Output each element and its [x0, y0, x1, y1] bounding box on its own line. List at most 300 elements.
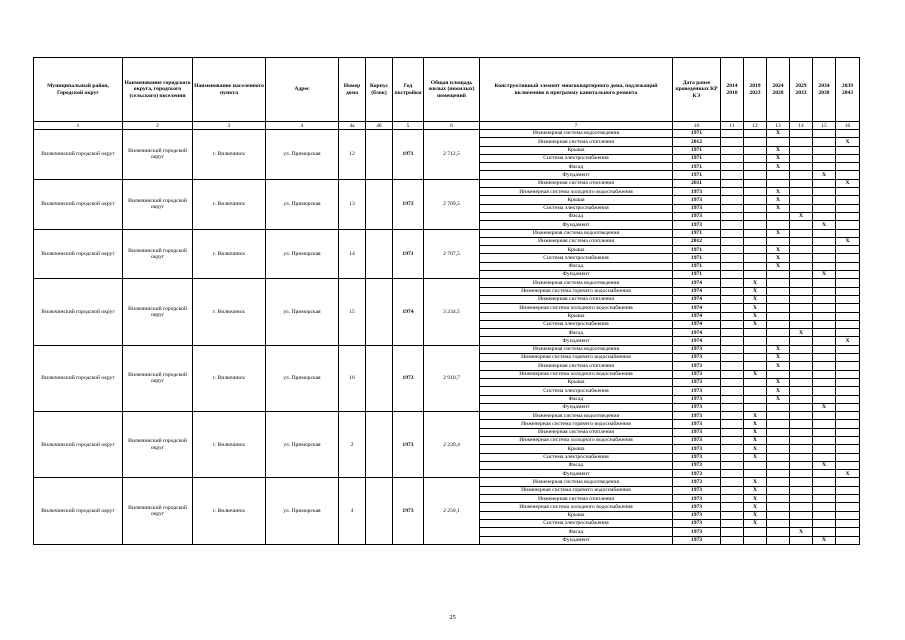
- locality-cell: г. Вилючинск: [193, 179, 266, 229]
- period-cell: [836, 354, 860, 362]
- period-cell: [721, 163, 744, 171]
- header-cell: Корпус (блок): [366, 58, 393, 122]
- prior-repair-date-cell: 1973: [673, 470, 721, 478]
- period-cell: [721, 412, 744, 420]
- column-number: 4б: [366, 122, 393, 130]
- prior-repair-date-cell: 1973: [673, 345, 721, 353]
- element-cell: Инженерная система горячего водоснабжения: [480, 287, 673, 295]
- period-mark: X: [813, 536, 836, 544]
- column-number: 10: [673, 122, 721, 130]
- period-mark: X: [744, 495, 767, 503]
- settlement-cell: Вилючинский городской округ: [123, 229, 193, 279]
- period-cell: [813, 320, 836, 328]
- element-cell: Фундамент: [480, 536, 673, 544]
- prior-repair-date-cell: 1971: [673, 246, 721, 254]
- period-cell: [767, 271, 790, 279]
- element-cell: Инженерная система отопления: [480, 237, 673, 245]
- prior-repair-date-cell: 1973: [673, 188, 721, 196]
- prior-repair-date-cell: 1973: [673, 503, 721, 511]
- prior-repair-date-cell: 1974: [673, 279, 721, 287]
- period-cell: [721, 519, 744, 527]
- period-cell: [721, 188, 744, 196]
- period-mark: X: [744, 420, 767, 428]
- house-number-cell: 12: [339, 130, 366, 180]
- period-cell: [813, 445, 836, 453]
- element-cell: Инженерная система холодного водоснабжения: [480, 304, 673, 312]
- period-cell: [836, 478, 860, 486]
- period-cell: [721, 130, 744, 138]
- period-cell: [813, 304, 836, 312]
- house-group: [34, 412, 860, 478]
- period-cell: [721, 146, 744, 154]
- element-cell: Фундамент: [480, 403, 673, 411]
- period-cell: [813, 179, 836, 187]
- prior-repair-date-cell: 1971: [673, 146, 721, 154]
- period-cell: [767, 445, 790, 453]
- prior-repair-date-cell: 1973: [673, 403, 721, 411]
- period-mark: X: [744, 445, 767, 453]
- prior-repair-date-cell: 2012: [673, 138, 721, 146]
- period-mark: X: [767, 204, 790, 212]
- period-cell: [744, 362, 767, 370]
- period-cell: [836, 378, 860, 386]
- period-cell: [813, 436, 836, 444]
- column-number: 2: [123, 122, 193, 130]
- district-cell: Вилючинский городской округ: [34, 130, 123, 180]
- prior-repair-date-cell: 1973: [673, 478, 721, 486]
- prior-repair-date-cell: 1974: [673, 337, 721, 345]
- element-cell: Инженерная система холодного водоснабжения: [480, 436, 673, 444]
- period-cell: [813, 519, 836, 527]
- area-cell: 2 707,5: [424, 229, 480, 279]
- period-cell: [836, 154, 860, 162]
- period-cell: [721, 528, 744, 536]
- street-cell: ул. Приморская: [266, 478, 339, 544]
- prior-repair-date-cell: 1973: [673, 436, 721, 444]
- period-cell: [836, 536, 860, 544]
- prior-repair-date-cell: 1973: [673, 486, 721, 494]
- period-cell: [836, 519, 860, 527]
- period-cell: [836, 320, 860, 328]
- period-cell: [813, 495, 836, 503]
- element-cell: Фундамент: [480, 221, 673, 229]
- period-cell: [790, 378, 813, 386]
- period-cell: [721, 503, 744, 511]
- period-cell: [744, 212, 767, 220]
- period-cell: [721, 262, 744, 270]
- document-sheet: [33, 57, 859, 545]
- element-cell: Фасад: [480, 163, 673, 171]
- column-number: 15: [813, 122, 836, 130]
- element-cell: Инженерная система горячего водоснабжения: [480, 420, 673, 428]
- settlement-cell: Вилючинский городской округ: [123, 478, 193, 544]
- element-cell: Инженерная система холодного водоснабжения: [480, 503, 673, 511]
- column-number: 7: [480, 122, 673, 130]
- period-cell: [744, 378, 767, 386]
- period-cell: [836, 461, 860, 469]
- period-cell: [721, 403, 744, 411]
- period-mark: X: [767, 387, 790, 395]
- period-cell: [836, 196, 860, 204]
- district-cell: Вилючинский городской округ: [34, 279, 123, 345]
- period-cell: [790, 204, 813, 212]
- period-mark: X: [790, 212, 813, 220]
- period-cell: [790, 536, 813, 544]
- area-cell: 3 234,5: [424, 279, 480, 345]
- korpus-cell: [366, 229, 393, 279]
- period-mark: X: [836, 470, 860, 478]
- period-cell: [790, 295, 813, 303]
- street-cell: ул. Приморская: [266, 279, 339, 345]
- element-cell: Система электроснабжения: [480, 254, 673, 262]
- element-cell: Инженерная система отопления: [480, 138, 673, 146]
- period-mark: X: [744, 478, 767, 486]
- period-mark: X: [767, 154, 790, 162]
- prior-repair-date-cell: 1971: [673, 171, 721, 179]
- prior-repair-date-cell: 1973: [673, 378, 721, 386]
- prior-repair-date-cell: 1974: [673, 312, 721, 320]
- build-year-cell: 1974: [393, 279, 424, 345]
- period-cell: [813, 395, 836, 403]
- header-cell: Год постройки: [393, 58, 424, 122]
- period-cell: [767, 212, 790, 220]
- period-cell: [813, 478, 836, 486]
- table-row: [34, 179, 860, 187]
- header-cell: Конструктивный элемент многоквартирного дома, подлежащий включению в программу капитального ремонта: [480, 58, 673, 122]
- build-year-cell: 1973: [393, 345, 424, 411]
- prior-repair-date-cell: 1973: [673, 495, 721, 503]
- period-cell: [721, 154, 744, 162]
- period-cell: [790, 163, 813, 171]
- period-cell: [836, 279, 860, 287]
- prior-repair-date-cell: 1973: [673, 412, 721, 420]
- period-cell: [813, 511, 836, 519]
- period-cell: [836, 262, 860, 270]
- period-cell: [721, 486, 744, 494]
- header-cell: 2014 2018: [721, 58, 744, 122]
- period-cell: [767, 403, 790, 411]
- prior-repair-date-cell: 1973: [673, 511, 721, 519]
- period-cell: [744, 536, 767, 544]
- period-mark: X: [813, 461, 836, 469]
- header-cell: 2029 2033: [790, 58, 813, 122]
- column-number: 14: [790, 122, 813, 130]
- period-mark: X: [744, 486, 767, 494]
- period-cell: [721, 312, 744, 320]
- period-cell: [744, 138, 767, 146]
- period-cell: [790, 229, 813, 237]
- header-cell: 2024 2028: [767, 58, 790, 122]
- period-cell: [721, 436, 744, 444]
- period-cell: [744, 196, 767, 204]
- period-mark: X: [836, 138, 860, 146]
- period-cell: [790, 304, 813, 312]
- period-cell: [721, 179, 744, 187]
- period-cell: [836, 503, 860, 511]
- build-year-cell: 1973: [393, 179, 424, 229]
- period-cell: [721, 229, 744, 237]
- period-cell: [836, 271, 860, 279]
- element-cell: Инженерная система водоотведения: [480, 412, 673, 420]
- column-number: 6: [424, 122, 480, 130]
- element-cell: Инженерная система отопления: [480, 179, 673, 187]
- district-cell: Вилючинский городской округ: [34, 229, 123, 279]
- period-cell: [790, 412, 813, 420]
- prior-repair-date-cell: 1973: [673, 519, 721, 527]
- period-cell: [790, 279, 813, 287]
- period-mark: X: [744, 453, 767, 461]
- period-cell: [721, 354, 744, 362]
- period-cell: [744, 237, 767, 245]
- element-cell: Инженерная система горячего водоснабжения: [480, 486, 673, 494]
- period-cell: [813, 163, 836, 171]
- period-cell: [721, 511, 744, 519]
- prior-repair-date-cell: 1974: [673, 320, 721, 328]
- period-cell: [721, 378, 744, 386]
- period-cell: [767, 461, 790, 469]
- table-row: [34, 412, 860, 420]
- period-cell: [790, 470, 813, 478]
- locality-cell: г. Вилючинск: [193, 229, 266, 279]
- period-cell: [721, 138, 744, 146]
- period-cell: [836, 395, 860, 403]
- period-cell: [836, 486, 860, 494]
- period-mark: X: [767, 345, 790, 353]
- period-cell: [836, 511, 860, 519]
- period-cell: [721, 304, 744, 312]
- period-mark: X: [767, 254, 790, 262]
- prior-repair-date-cell: 1973: [673, 212, 721, 220]
- period-cell: [767, 436, 790, 444]
- period-cell: [836, 221, 860, 229]
- build-year-cell: 1973: [393, 478, 424, 544]
- column-number-row: [34, 122, 860, 130]
- period-mark: X: [744, 503, 767, 511]
- period-cell: [813, 337, 836, 345]
- period-cell: [790, 428, 813, 436]
- period-cell: [836, 188, 860, 196]
- period-mark: X: [744, 519, 767, 527]
- period-cell: [836, 428, 860, 436]
- period-cell: [813, 312, 836, 320]
- period-cell: [790, 312, 813, 320]
- element-cell: Система электроснабжения: [480, 387, 673, 395]
- period-mark: X: [744, 287, 767, 295]
- period-cell: [813, 212, 836, 220]
- period-cell: [767, 428, 790, 436]
- period-cell: [767, 511, 790, 519]
- header-cell: 2039 2043: [836, 58, 860, 122]
- period-cell: [721, 329, 744, 337]
- period-mark: X: [836, 179, 860, 187]
- period-cell: [813, 528, 836, 536]
- period-mark: X: [744, 320, 767, 328]
- element-cell: Инженерная система водоотведения: [480, 279, 673, 287]
- column-number: 5: [393, 122, 424, 130]
- prior-repair-date-cell: 1974: [673, 304, 721, 312]
- period-cell: [836, 295, 860, 303]
- period-cell: [790, 395, 813, 403]
- element-cell: Крыша: [480, 246, 673, 254]
- period-cell: [790, 130, 813, 138]
- period-cell: [744, 204, 767, 212]
- table-row: [34, 478, 860, 486]
- period-cell: [790, 478, 813, 486]
- period-cell: [813, 412, 836, 420]
- period-cell: [767, 138, 790, 146]
- house-group: [34, 279, 860, 345]
- period-cell: [721, 171, 744, 179]
- period-cell: [767, 237, 790, 245]
- period-cell: [790, 237, 813, 245]
- prior-repair-date-cell: 1973: [673, 395, 721, 403]
- period-cell: [790, 171, 813, 179]
- period-cell: [836, 312, 860, 320]
- period-cell: [721, 370, 744, 378]
- period-cell: [790, 188, 813, 196]
- element-cell: Фундамент: [480, 271, 673, 279]
- period-cell: [721, 470, 744, 478]
- period-mark: X: [790, 528, 813, 536]
- period-cell: [767, 287, 790, 295]
- period-cell: [813, 279, 836, 287]
- element-cell: Инженерная система отопления: [480, 495, 673, 503]
- period-cell: [836, 345, 860, 353]
- period-cell: [813, 254, 836, 262]
- period-cell: [721, 221, 744, 229]
- period-cell: [721, 495, 744, 503]
- period-cell: [813, 503, 836, 511]
- period-mark: X: [767, 146, 790, 154]
- period-cell: [813, 130, 836, 138]
- period-cell: [744, 345, 767, 353]
- period-cell: [813, 378, 836, 386]
- period-cell: [790, 154, 813, 162]
- period-cell: [790, 254, 813, 262]
- period-cell: [813, 146, 836, 154]
- period-mark: X: [744, 511, 767, 519]
- element-cell: Инженерная система отопления: [480, 295, 673, 303]
- korpus-cell: [366, 279, 393, 345]
- area-cell: 2 709,5: [424, 179, 480, 229]
- build-year-cell: 1971: [393, 229, 424, 279]
- period-cell: [744, 130, 767, 138]
- period-cell: [721, 536, 744, 544]
- element-cell: Инженерная система холодного водоснабжения: [480, 370, 673, 378]
- prior-repair-date-cell: 1973: [673, 370, 721, 378]
- prior-repair-date-cell: 1973: [673, 354, 721, 362]
- period-cell: [721, 345, 744, 353]
- district-cell: Вилючинский городской округ: [34, 345, 123, 411]
- house-number-cell: 4: [339, 478, 366, 544]
- house-number-cell: 15: [339, 279, 366, 345]
- house-group: [34, 345, 860, 411]
- element-cell: Система электроснабжения: [480, 519, 673, 527]
- period-cell: [790, 519, 813, 527]
- element-cell: Фасад: [480, 212, 673, 220]
- element-cell: Фасад: [480, 329, 673, 337]
- prior-repair-date-cell: 2012: [673, 237, 721, 245]
- element-cell: Инженерная система водоотведения: [480, 229, 673, 237]
- element-cell: Инженерная система горячего водоснабжения: [480, 354, 673, 362]
- build-year-cell: 1973: [393, 412, 424, 478]
- period-cell: [767, 486, 790, 494]
- element-cell: Инженерная система водоотведения: [480, 130, 673, 138]
- element-cell: Крыша: [480, 378, 673, 386]
- element-cell: Фундамент: [480, 470, 673, 478]
- period-cell: [721, 420, 744, 428]
- period-cell: [721, 254, 744, 262]
- period-cell: [836, 453, 860, 461]
- house-group: [34, 179, 860, 229]
- street-cell: ул. Приморская: [266, 345, 339, 411]
- period-cell: [790, 461, 813, 469]
- period-cell: [721, 428, 744, 436]
- period-mark: X: [767, 246, 790, 254]
- capital-repair-table: [33, 57, 860, 545]
- table-row: [34, 229, 860, 237]
- period-cell: [790, 196, 813, 204]
- period-cell: [767, 320, 790, 328]
- prior-repair-date-cell: 1973: [673, 420, 721, 428]
- header-cell: Муниципальный район, Городской округ: [34, 58, 123, 122]
- period-cell: [744, 337, 767, 345]
- period-cell: [790, 445, 813, 453]
- period-cell: [767, 470, 790, 478]
- house-group: [34, 130, 860, 180]
- prior-repair-date-cell: 1973: [673, 453, 721, 461]
- house-number-cell: 13: [339, 179, 366, 229]
- street-cell: ул. Приморская: [266, 412, 339, 478]
- element-cell: Фасад: [480, 461, 673, 469]
- column-number: 3: [193, 122, 266, 130]
- period-cell: [790, 262, 813, 270]
- column-number: 1: [34, 122, 123, 130]
- district-cell: Вилючинский городской округ: [34, 179, 123, 229]
- korpus-cell: [366, 130, 393, 180]
- period-cell: [790, 387, 813, 395]
- period-cell: [813, 486, 836, 494]
- period-mark: X: [767, 362, 790, 370]
- period-cell: [744, 154, 767, 162]
- period-cell: [790, 345, 813, 353]
- period-cell: [767, 528, 790, 536]
- table-row: [34, 279, 860, 287]
- period-cell: [744, 528, 767, 536]
- prior-repair-date-cell: 1974: [673, 287, 721, 295]
- build-year-cell: 1971: [393, 130, 424, 180]
- period-cell: [721, 295, 744, 303]
- element-cell: Крыша: [480, 312, 673, 320]
- period-cell: [790, 337, 813, 345]
- period-mark: X: [767, 163, 790, 171]
- prior-repair-date-cell: 1971: [673, 262, 721, 270]
- column-number: 4: [266, 122, 339, 130]
- period-cell: [813, 262, 836, 270]
- period-cell: [790, 503, 813, 511]
- period-mark: X: [836, 237, 860, 245]
- street-cell: ул. Приморская: [266, 229, 339, 279]
- period-mark: X: [767, 378, 790, 386]
- header-cell: 2019 2023: [744, 58, 767, 122]
- locality-cell: г. Вилючинск: [193, 345, 266, 411]
- period-cell: [790, 221, 813, 229]
- period-cell: [744, 221, 767, 229]
- period-cell: [790, 362, 813, 370]
- period-cell: [836, 254, 860, 262]
- header-cell: Общая площадь жилых (нежилых) помещений: [424, 58, 480, 122]
- prior-repair-date-cell: 1971: [673, 130, 721, 138]
